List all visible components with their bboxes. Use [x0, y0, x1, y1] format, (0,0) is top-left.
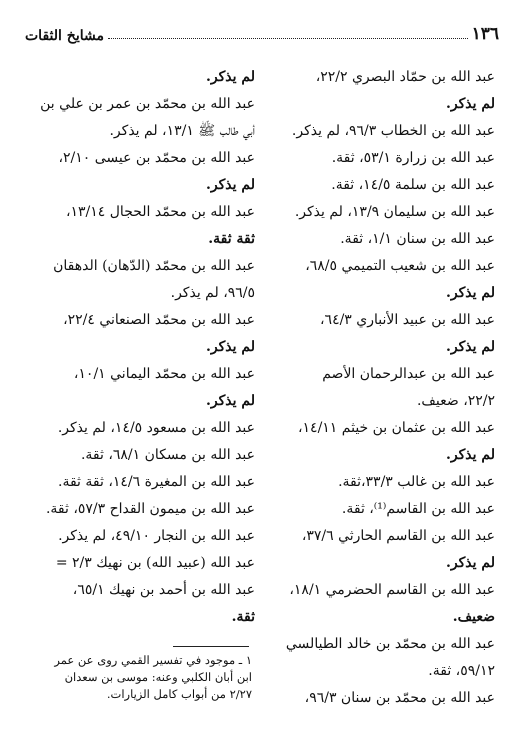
entry-line: لم يذكر.: [446, 447, 495, 463]
entry-line: عبد الله بن النجار ٤٩/١٠، لم يذكر.: [58, 528, 255, 544]
footnote-line: ٢/٢٧ من أبواب كامل الزيارات.: [106, 687, 252, 701]
entry-line: عبد الله بن محمّد بن عيسى ٢/١٠،: [58, 150, 255, 166]
entry-line: عبد الله بن الخطاب ٩٦/٣، لم يذكر.: [291, 123, 495, 139]
entry-line: عبد الله بن حمّاد البصري ٢٢/٢،: [315, 69, 495, 85]
entry-line: لم يذكر.: [206, 69, 255, 85]
entry-line: لم يذكر.: [446, 96, 495, 112]
entry-line: لم يذكر.: [446, 285, 495, 301]
entry-line: عبد الله بن القاسم⁽¹⁾، ثقة.: [341, 501, 495, 517]
entry-line: لم يذكر.: [206, 339, 255, 355]
left-column: [25, 64, 255, 631]
entry-line: أبي طالب ﷺ ١٣/١، لم يذكر.: [109, 123, 255, 139]
footnote-separator: [173, 646, 249, 647]
footnote-line: ١ ـ موجود في تفسير القمي روى عن عمر: [54, 653, 252, 667]
entry-line: عبد الله بن عبيد الأنباري ٦٤/٣،: [320, 312, 495, 328]
entry-line: عبد الله بن سليمان ١٣/٩، لم يذكر.: [294, 204, 495, 220]
entry-line: عبد الله بن عبدالرحمان الأصم: [322, 366, 495, 382]
entry-line: عبد الله بن زرارة ٥٣/١، ثقة.: [331, 150, 495, 166]
entry-line: عبد الله بن محمّد بن عمر بن علي بن: [40, 96, 255, 112]
entry-line: عبد الله بن شعيب التميمي ٦٨/٥،: [305, 258, 495, 274]
entry-line: عبد الله بن محمّد بن سنان ٩٦/٣،: [304, 690, 495, 706]
entry-line: عبد الله بن القاسم الحارثي ٣٧/٦،: [301, 528, 495, 544]
entry-line: عبد الله (عبيد الله) بن نهيك ٢/٣ =: [55, 555, 255, 571]
entry-line: ضعيف.: [452, 609, 495, 625]
entry-line: عبد الله بن سلمة ١٤/٥، ثقة.: [331, 177, 495, 193]
entry-line: عبد الله بن عثمان بن خيثم ١٤/١١،: [298, 420, 495, 436]
entry-line: عبد الله بن القاسم الحضرمي ١٨/١،: [289, 582, 495, 598]
entry-line: ثقة ثقة.: [208, 231, 255, 247]
entry-line: عبد الله بن محمّد الحجال ١٣/١٤،: [65, 204, 255, 220]
header-dotted-leader: [108, 38, 468, 39]
entry-line: عبد الله بن أحمد بن نهيك ٦٥/١،: [72, 582, 255, 598]
entry-line: عبد الله بن مسكان ٦٨/١، ثقة.: [80, 447, 255, 463]
entry-line: ٢٢/٢، ضعيف.: [416, 393, 495, 409]
running-title: مشايخ الثقات: [25, 28, 104, 44]
entry-line: ثقة.: [231, 609, 255, 625]
entry-line: لم يذكر.: [206, 177, 255, 193]
entry-line: لم يذكر.: [446, 555, 495, 571]
entry-line: ٩٦/٥، لم يذكر.: [170, 285, 255, 301]
entry-line: عبد الله بن محمّد بن خالد الطيالسي: [285, 636, 495, 652]
page-number: ١٣٦: [471, 24, 499, 44]
entry-line: عبد الله بن محمّد اليماني ١٠/١،: [73, 366, 255, 382]
entry-line: عبد الله بن غالب ٣٣/٣،ثقة.: [338, 474, 495, 490]
entry-line: لم يذكر.: [206, 393, 255, 409]
entry-line: عبد الله بن المغيرة ١٤/٦، ثقة ثقة.: [58, 474, 255, 490]
entry-line: عبد الله بن سنان ١/١، ثقة.: [340, 231, 495, 247]
entry-line: عبد الله بن ميمون القداح ٥٧/٣، ثقة.: [45, 501, 255, 517]
entry-line: عبد الله بن مسعود ١٤/٥، لم يذكر.: [57, 420, 255, 436]
entry-line: لم يذكر.: [446, 339, 495, 355]
entry-line: عبد الله بن محمّد الصنعاني ٢٢/٤،: [63, 312, 255, 328]
entry-line: عبد الله بن محمّد (الدّهان) الدهقان: [53, 258, 255, 274]
page-header: [25, 22, 499, 44]
footnote: [24, 652, 252, 703]
footnote-line: ابن أبان الكلبي وعنه: موسى بن سعدان: [64, 670, 252, 684]
entry-line: ٥٩/١٢، ثقة.: [428, 663, 495, 679]
right-column: [267, 64, 495, 712]
